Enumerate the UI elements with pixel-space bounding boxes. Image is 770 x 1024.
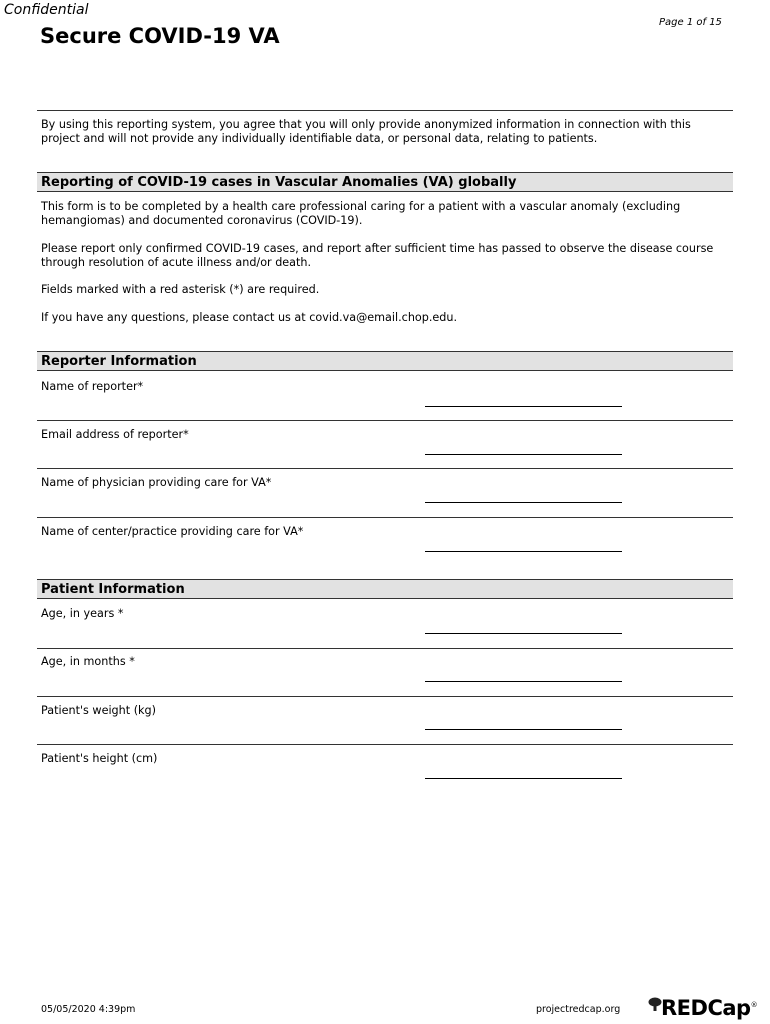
field-label-reporter-email: Email address of reporter* <box>41 428 189 441</box>
page-number: Page 1 of 15 <box>659 17 722 28</box>
divider <box>37 696 733 697</box>
divider <box>37 744 733 745</box>
section-title: Reporting of COVID-19 cases in Vascular Anomalies (VA) globally <box>41 175 517 190</box>
field-label-reporter-name: Name of reporter* <box>41 380 144 393</box>
center-name-field[interactable] <box>425 551 622 552</box>
reporter-name-field[interactable] <box>425 406 622 407</box>
section-header-reporter <box>37 351 733 371</box>
redcap-logo <box>647 996 757 1020</box>
field-label-physician-name: Name of physician providing care for VA* <box>41 476 272 489</box>
divider <box>37 517 733 518</box>
redcap-logo-text: REDCap <box>661 996 751 1020</box>
instructions-paragraph-1: This form is to be completed by a health care professional caring for a patient with a vascular anomaly (excluding hemangiomas) and documented coronavirus (COVID-19). <box>41 200 681 227</box>
instructions-paragraph-2: Please report only confirmed COVID-19 cases, and report after sufficient time has passed to observe the disease course through resolution of acute illness and/or death. <box>41 242 714 269</box>
divider <box>37 648 733 649</box>
section-header-patient <box>37 579 733 599</box>
field-label-age-months: Age, in months * <box>41 655 135 668</box>
divider <box>37 420 733 421</box>
weight-field[interactable] <box>425 729 622 730</box>
section-title: Patient Information <box>41 582 185 597</box>
field-label-center-name: Name of center/practice providing care for VA* <box>41 525 304 538</box>
footer-site-link[interactable]: projectredcap.org <box>536 1004 621 1015</box>
divider <box>37 468 733 469</box>
physician-name-field[interactable] <box>425 502 622 503</box>
height-field[interactable] <box>425 778 622 779</box>
redcap-logo-icon <box>647 997 663 1011</box>
age-years-field[interactable] <box>425 633 622 634</box>
instructions-paragraph-4: If you have any questions, please contact us at covid.va@email.chop.edu. <box>41 311 458 324</box>
form-title: Secure COVID-19 VA <box>40 24 280 48</box>
registered-mark: ® <box>750 1001 758 1009</box>
divider <box>37 110 733 111</box>
field-label-height: Patient's height (cm) <box>41 752 158 765</box>
section-title: Reporter Information <box>41 354 197 369</box>
confidential-label: Confidential <box>4 2 89 18</box>
intro-text: By using this reporting system, you agree that you will only provide anonymized information in connection with this project and will not provide any individually identifiable data, or personal data, relating to patients. <box>41 118 691 145</box>
field-label-weight: Patient's weight (kg) <box>41 704 156 717</box>
section-header-reporting <box>37 172 733 192</box>
reporter-email-field[interactable] <box>425 454 622 455</box>
age-months-field[interactable] <box>425 681 622 682</box>
field-label-age-years: Age, in years * <box>41 607 124 620</box>
footer-timestamp: 05/05/2020 4:39pm <box>41 1004 136 1015</box>
instructions-paragraph-3: Fields marked with a red asterisk (*) are required. <box>41 283 320 296</box>
